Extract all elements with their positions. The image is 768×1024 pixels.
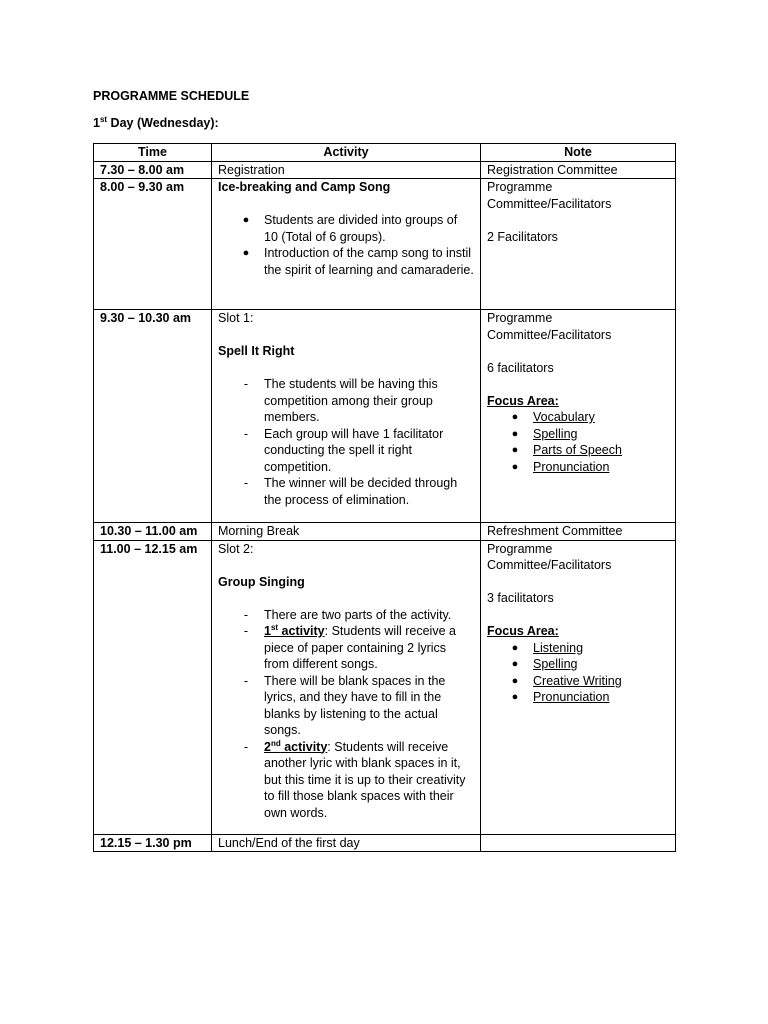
bullet-icon: ● [511, 691, 519, 703]
dash-icon: - [243, 739, 249, 754]
list-item: ● Listening [487, 640, 669, 657]
focus-area-label: Focus Area: [487, 393, 559, 408]
bullet-icon: ● [242, 247, 250, 259]
schedule-table [93, 143, 676, 852]
bullet-icon: ● [242, 214, 250, 226]
activity-title: Spell It Right [218, 344, 295, 358]
activity-bullet-list [218, 212, 474, 278]
activity-cell: Morning Break [212, 523, 481, 541]
list-item: ● Pronunciation [487, 689, 669, 706]
list-item: ● Parts of Speech [487, 442, 669, 459]
table-row [94, 523, 676, 541]
activity-cell [212, 179, 481, 310]
activity-cell [212, 310, 481, 523]
bullet-icon: ● [511, 444, 519, 456]
note-cell: Registration Committee [481, 161, 676, 179]
list-item: ● Creative Writing [487, 673, 669, 690]
note-facilitator-count: 6 facilitators [487, 360, 554, 375]
note-cell [481, 540, 676, 834]
day-label: Day (Wednesday): [107, 116, 219, 130]
bullet-icon: ● [511, 658, 519, 670]
list-item: - There will be blank spaces in the lyrics, and they have to fill in the blanks by listening to the actual songs. [218, 673, 474, 739]
list-item: - 2nd activity: Students will receive another lyric with blank spaces in it, but this time it is up to their creativity to fill those blank spaces with their own words. [218, 739, 474, 822]
dash-icon: - [243, 377, 249, 391]
table-row [94, 540, 676, 834]
note-committee: Programme Committee/Facilitators [487, 541, 612, 572]
note-facilitator-count: 3 facilitators [487, 591, 554, 605]
list-item: ● Introduction of the camp song to instil the spirit of learning and camaraderie. [218, 245, 474, 278]
list-item: ● Spelling [487, 426, 669, 443]
activity-title: Ice-breaking and Camp Song [218, 180, 391, 194]
note-cell [481, 310, 676, 523]
note-committee: Programme Committee/Facilitators [487, 180, 612, 211]
dash-icon: - [243, 476, 249, 490]
dash-icon: - [243, 673, 249, 688]
table-row [94, 834, 676, 852]
bullet-icon: ● [511, 641, 519, 654]
list-item: - There are two parts of the activity. [218, 607, 474, 624]
slot-label: Slot 1: [218, 311, 254, 325]
list-item: ● Spelling [487, 656, 669, 673]
note-facilitator-count: 2 Facilitators [487, 229, 558, 244]
focus-area-label: Focus Area: [487, 624, 559, 638]
activity-cell: Lunch/End of the first day [212, 834, 481, 852]
activity-cell: Registration [212, 161, 481, 179]
list-item: ● Students are divided into groups of 10 (Total of 6 groups). [218, 212, 474, 245]
time-cell: 9.30 – 10.30 am [94, 310, 212, 523]
day-ordinal: st [99, 114, 108, 124]
table-row [94, 179, 676, 310]
time-cell: 12.15 – 1.30 pm [94, 834, 212, 852]
list-item: - Each group will have 1 facilitator conducting the spell it right competition. [218, 426, 474, 476]
slot-label: Slot 2: [218, 541, 254, 556]
note-committee: Programme Committee/Facilitators [487, 311, 612, 342]
activity-title: Group Singing [218, 574, 305, 589]
list-item: - The students will be having this competition among their group members. [218, 376, 474, 426]
dash-icon: - [243, 624, 249, 638]
bullet-icon: ● [511, 460, 519, 473]
note-cell [481, 179, 676, 310]
time-cell: 10.30 – 11.00 am [94, 523, 212, 541]
activity-dash-list [218, 607, 474, 822]
dash-icon: - [243, 426, 249, 441]
day-number: 1 [93, 116, 100, 130]
activity-dash-list [218, 376, 474, 508]
bullet-icon: ● [511, 674, 519, 687]
list-item: ● Vocabulary [487, 409, 669, 426]
bullet-icon: ● [511, 411, 519, 423]
list-item: ● Pronunciation [487, 459, 669, 476]
header-time: Time [94, 144, 212, 162]
list-item: - 1st activity: Students will receive a piece of paper containing 2 lyrics from different songs. [218, 623, 474, 673]
bullet-icon: ● [511, 427, 519, 440]
focus-area-list [487, 409, 669, 475]
time-cell: 7.30 – 8.00 am [94, 161, 212, 179]
table-row [94, 161, 676, 179]
note-cell: Refreshment Committee [481, 523, 676, 541]
first-activity-label: 1st activity [264, 622, 325, 638]
dash-icon: - [243, 607, 249, 622]
time-cell: 8.00 – 9.30 am [94, 179, 212, 310]
table-row [94, 310, 676, 523]
second-activity-label: 2nd activity [264, 738, 328, 754]
day-heading [93, 115, 219, 132]
document-title: PROGRAMME SCHEDULE [93, 89, 250, 103]
note-cell [481, 834, 676, 852]
focus-area-list [487, 640, 669, 706]
header-activity: Activity [212, 144, 481, 162]
table-header-row [94, 144, 676, 162]
time-cell: 11.00 – 12.15 am [94, 540, 212, 834]
activity-cell [212, 540, 481, 834]
list-item: - The winner will be decided through the process of elimination. [218, 475, 474, 508]
header-note: Note [481, 144, 676, 162]
